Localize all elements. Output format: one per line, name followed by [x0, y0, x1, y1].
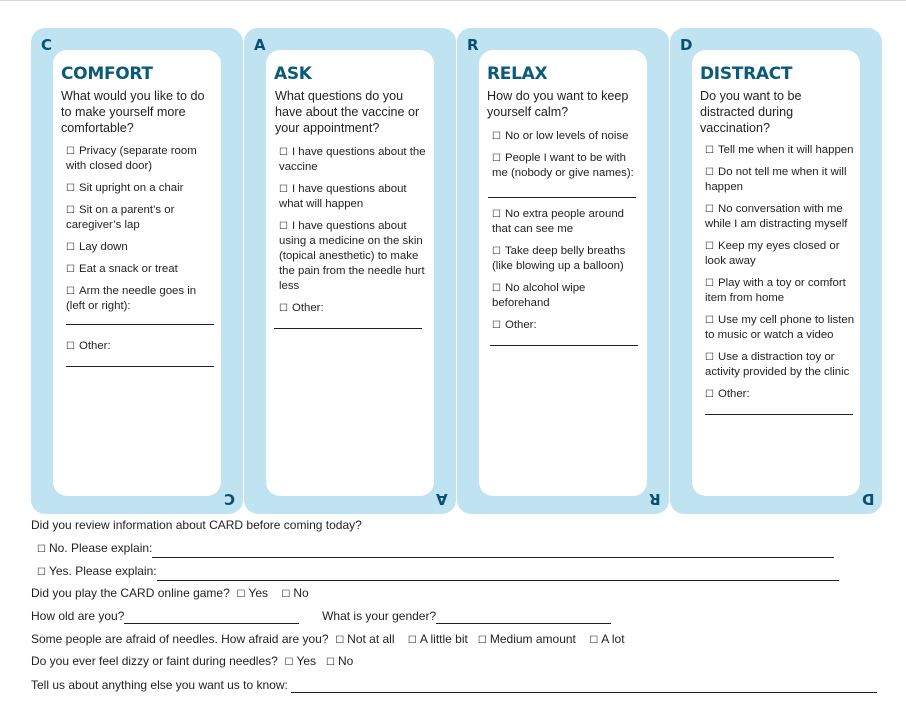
checkbox[interactable]: ☐ — [279, 303, 288, 314]
other-write-line[interactable] — [66, 366, 214, 367]
checkbox[interactable]: ☐ — [705, 352, 714, 363]
option-label: Play with a toy or comfort item from home — [705, 277, 846, 304]
option-label: People I want to be with me (nobody or give names): — [492, 152, 634, 179]
card-letter: D — [680, 36, 693, 54]
option-list — [705, 143, 857, 429]
question-else-row — [31, 677, 877, 693]
option-label: I have questions about the vaccine — [279, 146, 426, 173]
option-label: A lot — [601, 632, 625, 646]
checkbox[interactable]: ☐ — [279, 221, 288, 232]
arm-write-line[interactable] — [66, 324, 214, 325]
question-afraid-row — [31, 631, 625, 647]
option-label: Do not tell me when it will happen — [705, 166, 847, 193]
option-label: No or low levels of noise — [504, 130, 629, 142]
checkbox[interactable]: ☐ — [492, 153, 501, 164]
option-label: Tell me when it will happen — [717, 144, 854, 156]
option-topical-anesthetic[interactable] — [279, 219, 431, 294]
card-letter: C — [41, 36, 53, 54]
checkbox[interactable]: ☐ — [66, 146, 75, 157]
question-age: How old are you? — [31, 609, 125, 623]
checkbox[interactable]: ☐ — [477, 635, 487, 646]
option-no-extra-people[interactable] — [492, 207, 644, 237]
question-dizzy: Do you ever feel dizzy or faint during needles? — [31, 654, 278, 668]
card-question: How do you want to keep yourself calm? — [487, 89, 629, 119]
option-parent-lap[interactable] — [66, 203, 218, 233]
checkbox[interactable]: ☐ — [589, 635, 599, 646]
card-letter-rotated: R — [649, 490, 661, 508]
question-review: Did you review information about CARD before coming today? — [31, 518, 362, 532]
checkbox[interactable]: ☐ — [492, 320, 501, 331]
option-label: Sit upright on a chair — [78, 182, 184, 194]
card-ask — [244, 28, 456, 514]
option-snack[interactable] — [66, 262, 218, 277]
checkbox[interactable]: ☐ — [236, 589, 246, 600]
card-relax — [457, 28, 669, 514]
checkbox[interactable]: ☐ — [705, 167, 714, 178]
review-yes-row — [37, 563, 839, 579]
card-title: RELAX — [487, 64, 548, 84]
checkbox[interactable]: ☐ — [66, 264, 75, 275]
option-vaccine-questions[interactable] — [279, 145, 431, 175]
checkbox[interactable]: ☐ — [37, 567, 46, 578]
option-label: Yes. Please explain: — [48, 564, 157, 578]
age-line[interactable] — [124, 611, 299, 624]
question-gender: What is your gender? — [322, 609, 437, 623]
option-label: Yes — [296, 654, 317, 668]
option-what-happens[interactable] — [279, 182, 431, 212]
card-letter-rotated: A — [436, 490, 448, 508]
option-list — [66, 144, 218, 381]
option-tell-me[interactable] — [705, 143, 857, 158]
option-label: Other: — [717, 388, 750, 400]
option-toy-from-home[interactable] — [705, 276, 857, 306]
option-label: Arm the needle goes in (left or right): — [66, 285, 197, 312]
option-belly-breaths[interactable] — [492, 244, 644, 274]
option-label: Use a distraction toy or activity provided by the clinic — [705, 351, 850, 378]
checkbox[interactable]: ☐ — [492, 246, 501, 257]
option-eyes-closed[interactable] — [705, 239, 857, 269]
checkbox[interactable]: ☐ — [279, 147, 288, 158]
checkbox[interactable]: ☐ — [705, 278, 714, 289]
else-line[interactable] — [291, 680, 877, 693]
checkbox[interactable]: ☐ — [66, 341, 75, 352]
option-label: No alcohol wipe beforehand — [492, 282, 586, 309]
option-no-conversation[interactable] — [705, 202, 857, 232]
option-label: Take deep belly breaths (like blowing up a balloon) — [492, 245, 626, 272]
card-panel — [53, 50, 221, 496]
card-letter-rotated: D — [861, 490, 874, 508]
option-label: Privacy (separate room with closed door) — [66, 145, 197, 172]
other-write-line[interactable] — [274, 328, 422, 329]
card-comfort — [31, 28, 243, 514]
option-label: A little bit — [419, 632, 468, 646]
checkbox[interactable]: ☐ — [284, 657, 294, 668]
card-panel — [692, 50, 860, 496]
option-privacy[interactable] — [66, 144, 218, 174]
option-label: Use my cell phone to listen to music or watch a video — [705, 314, 855, 341]
card-letter-rotated: C — [223, 490, 235, 508]
checkbox[interactable]: ☐ — [66, 286, 75, 297]
option-label: Sit on a parent’s or caregiver’s lap — [66, 204, 175, 231]
option-label: Yes — [248, 586, 268, 600]
other-write-line[interactable] — [705, 414, 853, 415]
card-question: What would you like to do to make yourself more comfortable? — [61, 89, 205, 135]
checkbox[interactable]: ☐ — [66, 242, 75, 253]
option-cell-phone[interactable] — [705, 313, 857, 343]
age-gender-row — [31, 608, 611, 624]
checkbox[interactable]: ☐ — [335, 635, 345, 646]
question-else: Tell us about anything else you want us to know: — [31, 678, 288, 692]
option-label: No — [293, 586, 309, 600]
option-label: Medium amount — [489, 632, 576, 646]
checkbox[interactable]: ☐ — [492, 209, 501, 220]
card-title: DISTRACT — [700, 64, 793, 84]
option-clinic-toy[interactable] — [705, 350, 857, 380]
question-game-row — [31, 585, 309, 601]
option-label: Other: — [291, 302, 324, 314]
option-list — [279, 145, 431, 343]
option-list — [492, 129, 644, 360]
card-question: What questions do you have about the vaccine or your appointment? — [275, 89, 420, 135]
checkbox[interactable]: ☐ — [281, 589, 291, 600]
option-label: Other: — [78, 340, 111, 352]
checkbox[interactable]: ☐ — [705, 315, 714, 326]
checkbox[interactable]: ☐ — [407, 635, 417, 646]
option-label: No. Please explain: — [48, 541, 153, 555]
option-people[interactable] — [492, 151, 644, 181]
checkbox[interactable]: ☐ — [705, 145, 714, 156]
option-label: I have questions about using a medicine on the skin (topical anesthetic) to make the pain from the needle hurt less — [279, 220, 425, 292]
option-label: No conversation with me while I am distracting myself — [705, 203, 848, 230]
yes-explain-line[interactable] — [157, 568, 839, 581]
option-other[interactable] — [705, 387, 857, 402]
card-title: ASK — [274, 64, 312, 84]
option-label: Eat a snack or treat — [78, 263, 178, 275]
review-no-row — [37, 540, 834, 556]
checkbox[interactable]: ☐ — [66, 205, 75, 216]
option-label: No — [338, 654, 354, 668]
option-label: No extra people around that can see me — [492, 208, 625, 235]
checkbox[interactable]: ☐ — [492, 131, 501, 142]
option-label: Keep my eyes closed or look away — [705, 240, 840, 267]
question-game: Did you play the CARD online game? — [31, 586, 230, 600]
card-letter: A — [254, 36, 266, 54]
option-label: I have questions about what will happen — [279, 183, 407, 210]
card-distract — [670, 28, 882, 514]
card-question: Do you want to be distracted during vaccination? — [700, 89, 802, 135]
option-label: Lay down — [78, 241, 128, 253]
option-do-not-tell[interactable] — [705, 165, 857, 195]
question-afraid: Some people are afraid of needles. How afraid are you? — [31, 632, 329, 646]
card-panel — [266, 50, 434, 496]
checkbox[interactable]: ☐ — [492, 283, 501, 294]
card-title: COMFORT — [61, 64, 153, 84]
option-arm[interactable] — [66, 284, 218, 314]
checkbox[interactable]: ☐ — [705, 204, 714, 215]
no-explain-line[interactable] — [152, 545, 834, 558]
option-no-alcohol-wipe[interactable] — [492, 281, 644, 311]
option-sit-upright[interactable] — [66, 181, 218, 196]
option-other[interactable] — [492, 318, 644, 333]
checkbox[interactable]: ☐ — [66, 183, 75, 194]
option-label: Other: — [504, 319, 537, 331]
option-lay-down[interactable] — [66, 240, 218, 255]
question-dizzy-row — [31, 653, 353, 669]
checkbox[interactable]: ☐ — [37, 544, 46, 555]
option-other[interactable] — [279, 301, 431, 316]
card-letter: R — [467, 36, 479, 54]
card-panel — [479, 50, 647, 496]
option-label: Not at all — [347, 632, 395, 646]
other-write-line[interactable] — [490, 345, 638, 346]
top-border — [0, 0, 906, 1]
people-write-line[interactable] — [488, 197, 636, 198]
checkbox[interactable]: ☐ — [279, 184, 288, 195]
option-low-noise[interactable] — [492, 129, 644, 144]
checkbox[interactable]: ☐ — [705, 241, 714, 252]
gender-line[interactable] — [436, 611, 611, 624]
checkbox[interactable]: ☐ — [705, 389, 714, 400]
option-other[interactable] — [66, 339, 218, 354]
checkbox[interactable]: ☐ — [326, 657, 336, 668]
